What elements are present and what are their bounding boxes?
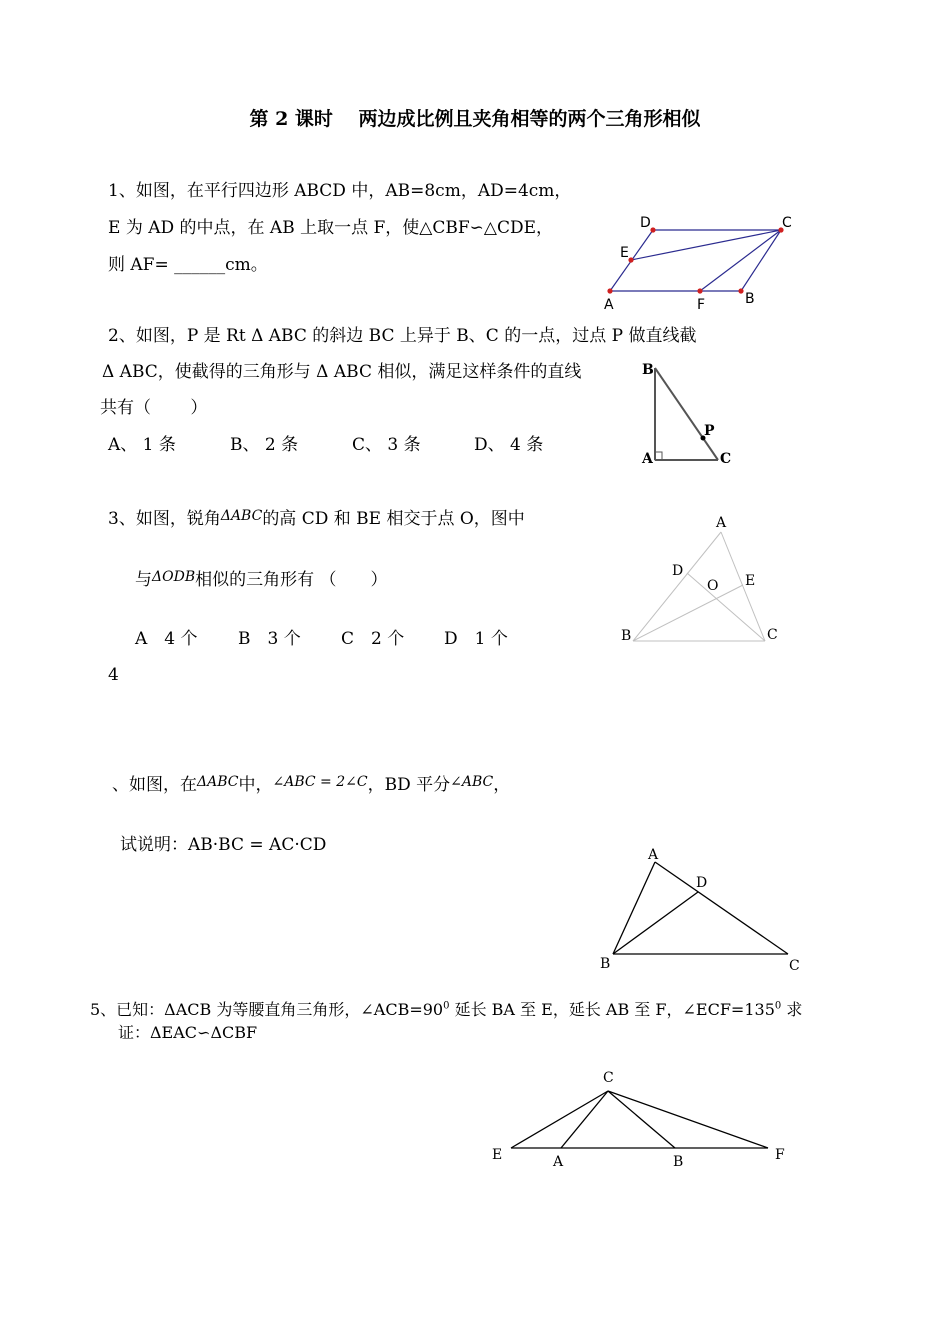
q3-altitude-BE bbox=[633, 585, 743, 641]
q5-label-E: E bbox=[492, 1147, 503, 1163]
q2-right-triangle-figure bbox=[640, 360, 740, 470]
q1-text-line2: E 为 AD 的中点，在 AB 上取一点 F，使△CBF∽△CDE， bbox=[108, 218, 554, 238]
q1-label-D: D bbox=[640, 215, 651, 231]
q2-label-C: C bbox=[720, 451, 732, 467]
q1-segment-CF bbox=[700, 230, 781, 291]
q3-line1-suffix: 的高 CD 和 BE 相交于点 O，图中 bbox=[262, 509, 525, 529]
q4-triangle-figure bbox=[595, 843, 810, 975]
q2-edge-BC bbox=[655, 368, 718, 460]
q4-line1-math2: ∠ABC = 2∠C bbox=[272, 774, 368, 790]
q3-line2-suffix: 相似的三角形有 （ ） bbox=[195, 570, 388, 590]
q1-edge-BC bbox=[741, 230, 781, 291]
q5-segment-CF bbox=[608, 1091, 768, 1148]
q3-option-d: D 1 个 bbox=[444, 629, 508, 649]
q5-label-B: B bbox=[673, 1154, 684, 1170]
q2-text-line1: 2、如图，P 是 Rt Δ ABC 的斜边 BC 上异于 B、C 的一点，过点 P 做直线截 bbox=[108, 326, 697, 346]
q3-label-A: A bbox=[716, 515, 727, 531]
q3-option-c: C 2 个 bbox=[341, 629, 405, 649]
q2-right-angle-mark bbox=[655, 452, 662, 460]
q3-option-b: B 3 个 bbox=[238, 629, 301, 649]
q1-point-B bbox=[738, 288, 743, 293]
q3-label-B: B bbox=[621, 628, 632, 644]
q2-option-d: D、 4 条 bbox=[474, 435, 544, 455]
q3-label-O: O bbox=[707, 578, 719, 594]
q3-label-C: C bbox=[767, 627, 778, 643]
q1-point-D bbox=[650, 227, 655, 232]
page-title: 第 2 课时 两边成比例且夹角相等的两个三角形相似 bbox=[249, 108, 701, 130]
q2-label-P: P bbox=[704, 423, 715, 439]
q5-text-line1 bbox=[90, 1000, 802, 1019]
q2-option-c: C、 3 条 bbox=[352, 435, 421, 455]
q1-text-line3: 则 AF= ______cm。 bbox=[108, 255, 268, 275]
q5-part2: 延长 BA 至 E，延长 AB 至 F，∠ECF=135 bbox=[449, 1000, 775, 1019]
q1-segment-CE bbox=[631, 230, 781, 260]
q4-text-line2: 试说明：AB·BC = AC·CD bbox=[120, 835, 327, 855]
q5-label-C: C bbox=[603, 1070, 614, 1086]
q4-edge-AC bbox=[655, 862, 788, 954]
q3-line1-math: ΔABC bbox=[220, 508, 263, 524]
q4-label-B: B bbox=[600, 956, 611, 972]
q1-parallelogram-figure bbox=[595, 205, 810, 315]
q3-text-line1 bbox=[108, 509, 525, 529]
q1-point-A bbox=[607, 288, 612, 293]
q3-text-line2 bbox=[135, 570, 388, 590]
q1-point-E bbox=[628, 257, 633, 262]
q4-line1-suffix: ， bbox=[493, 775, 511, 795]
q5-segment-CE bbox=[511, 1091, 608, 1148]
q2-text-line2: Δ ABC，使截得的三角形与 Δ ABC 相似，满足这样条件的直线 bbox=[102, 362, 582, 382]
q4-label-C: C bbox=[789, 958, 800, 974]
q4-line1-prefix: 、如图，在 bbox=[112, 775, 197, 795]
q1-label-A: A bbox=[604, 297, 614, 313]
q3-label-D: D bbox=[672, 563, 684, 579]
q4-line1-math1: ΔABC bbox=[197, 774, 239, 790]
q5-superscript1: 0 bbox=[443, 1000, 450, 1012]
q4-text-line1 bbox=[112, 775, 510, 795]
q2-label-A: A bbox=[642, 451, 653, 467]
q1-text-line1: 1、如图，在平行四边形 ABCD 中，AB=8cm，AD=4cm， bbox=[108, 181, 572, 201]
q2-text-line3: 共有（ ） bbox=[100, 398, 208, 418]
q3-line2-prefix: 与 bbox=[135, 570, 152, 590]
q1-label-B: B bbox=[745, 291, 755, 307]
q4-line1-math3: ∠ABC bbox=[450, 774, 494, 790]
q2-option-b: B、 2 条 bbox=[230, 435, 299, 455]
q1-label-E: E bbox=[620, 245, 629, 261]
q4-line1-mid: 中， bbox=[238, 775, 273, 795]
q4-edge-AB bbox=[613, 862, 655, 954]
q3-option-a: A 4 个 bbox=[135, 629, 198, 649]
q5-label-F: F bbox=[775, 1147, 785, 1163]
q3-edge-AC bbox=[721, 532, 765, 641]
q3-label-E: E bbox=[745, 573, 756, 589]
q1-label-F: F bbox=[697, 297, 706, 313]
q4-number: 4 bbox=[108, 665, 119, 685]
q4-bisector-BD bbox=[613, 892, 698, 954]
q5-part3: 求 bbox=[781, 1000, 803, 1019]
q5-superscript2: 0 bbox=[774, 1000, 782, 1012]
q3-line1-prefix: 3、如图，锐角 bbox=[108, 509, 221, 529]
q5-triangle-figure bbox=[485, 1065, 795, 1175]
q4-label-A: A bbox=[648, 847, 659, 863]
q5-part1: 5、已知：ΔACB 为等腰直角三角形，∠ACB=90 bbox=[90, 1000, 444, 1019]
q5-segment-CA bbox=[561, 1091, 608, 1148]
q1-label-C: C bbox=[782, 215, 792, 231]
q3-triangle-figure bbox=[615, 510, 795, 650]
q3-line2-math: ΔODB bbox=[152, 569, 196, 585]
q4-line1-mid2: ，BD 平分 bbox=[367, 775, 451, 795]
q4-label-D: D bbox=[696, 875, 708, 891]
q5-label-A: A bbox=[553, 1154, 564, 1170]
q2-option-a: A、 1 条 bbox=[108, 435, 176, 455]
q5-segment-CB bbox=[608, 1091, 675, 1148]
q5-text-line2: 证：ΔEAC∽ΔCBF bbox=[118, 1023, 258, 1042]
q1-point-F bbox=[697, 288, 702, 293]
q2-label-B: B bbox=[642, 362, 654, 378]
